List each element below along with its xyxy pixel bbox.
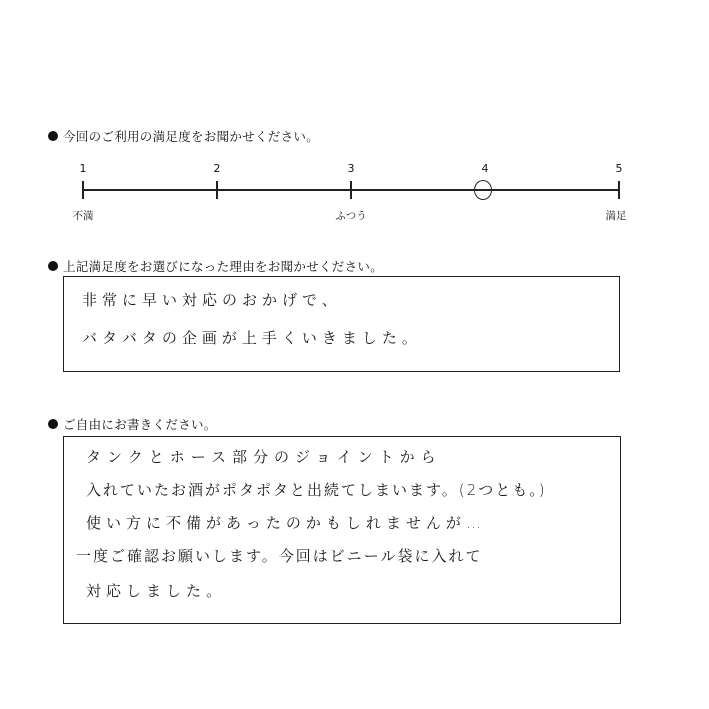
- comment-line-3: 使い方に不備があったのかもしれませんが…: [86, 514, 486, 532]
- scale-label-low: 不満: [72, 210, 94, 222]
- comment-line-2: 入れていたお酒がポタポタと出続てしまいます。(2つとも。): [86, 481, 547, 499]
- scale-tick: [216, 181, 218, 199]
- q1-title-text: 今回のご利用の満足度をお聞かせください。: [63, 129, 320, 144]
- q1-title: [48, 127, 319, 145]
- comment-line-1: タンクとホース部分のジョイントから: [86, 448, 442, 466]
- scale-number-4: 4: [481, 162, 489, 175]
- reason-line-2: バタバタの企画が上手くいきました。: [82, 329, 422, 347]
- q3-title: [48, 415, 217, 433]
- comment-line-4: 一度ご確認お願いします。今回はビニール袋に入れて: [76, 547, 483, 565]
- scale-tick: [350, 181, 352, 199]
- scale-number-5: 5: [615, 162, 623, 175]
- bullet-icon: [48, 261, 58, 271]
- scale-tick: [82, 181, 84, 199]
- scale-tick: [618, 181, 620, 199]
- q3-title-text: ご自由にお書きください。: [63, 417, 217, 432]
- scale-number-3: 3: [347, 162, 355, 175]
- selected-rating-cross: [472, 189, 493, 190]
- comment-line-5: 対応しました。: [86, 582, 227, 600]
- scale-number-2: 2: [213, 162, 221, 175]
- q2-title-text: 上記満足度をお選びになった理由をお聞かせください。: [63, 259, 384, 274]
- reason-line-1: 非常に早い対応のおかげで、: [82, 291, 342, 309]
- q2-title: [48, 257, 383, 275]
- scale-number-1: 1: [79, 162, 87, 175]
- bullet-icon: [48, 131, 58, 141]
- scale-label-high: 満足: [605, 210, 627, 222]
- bullet-icon: [48, 419, 58, 429]
- scale-label-mid: ふつう: [335, 210, 367, 222]
